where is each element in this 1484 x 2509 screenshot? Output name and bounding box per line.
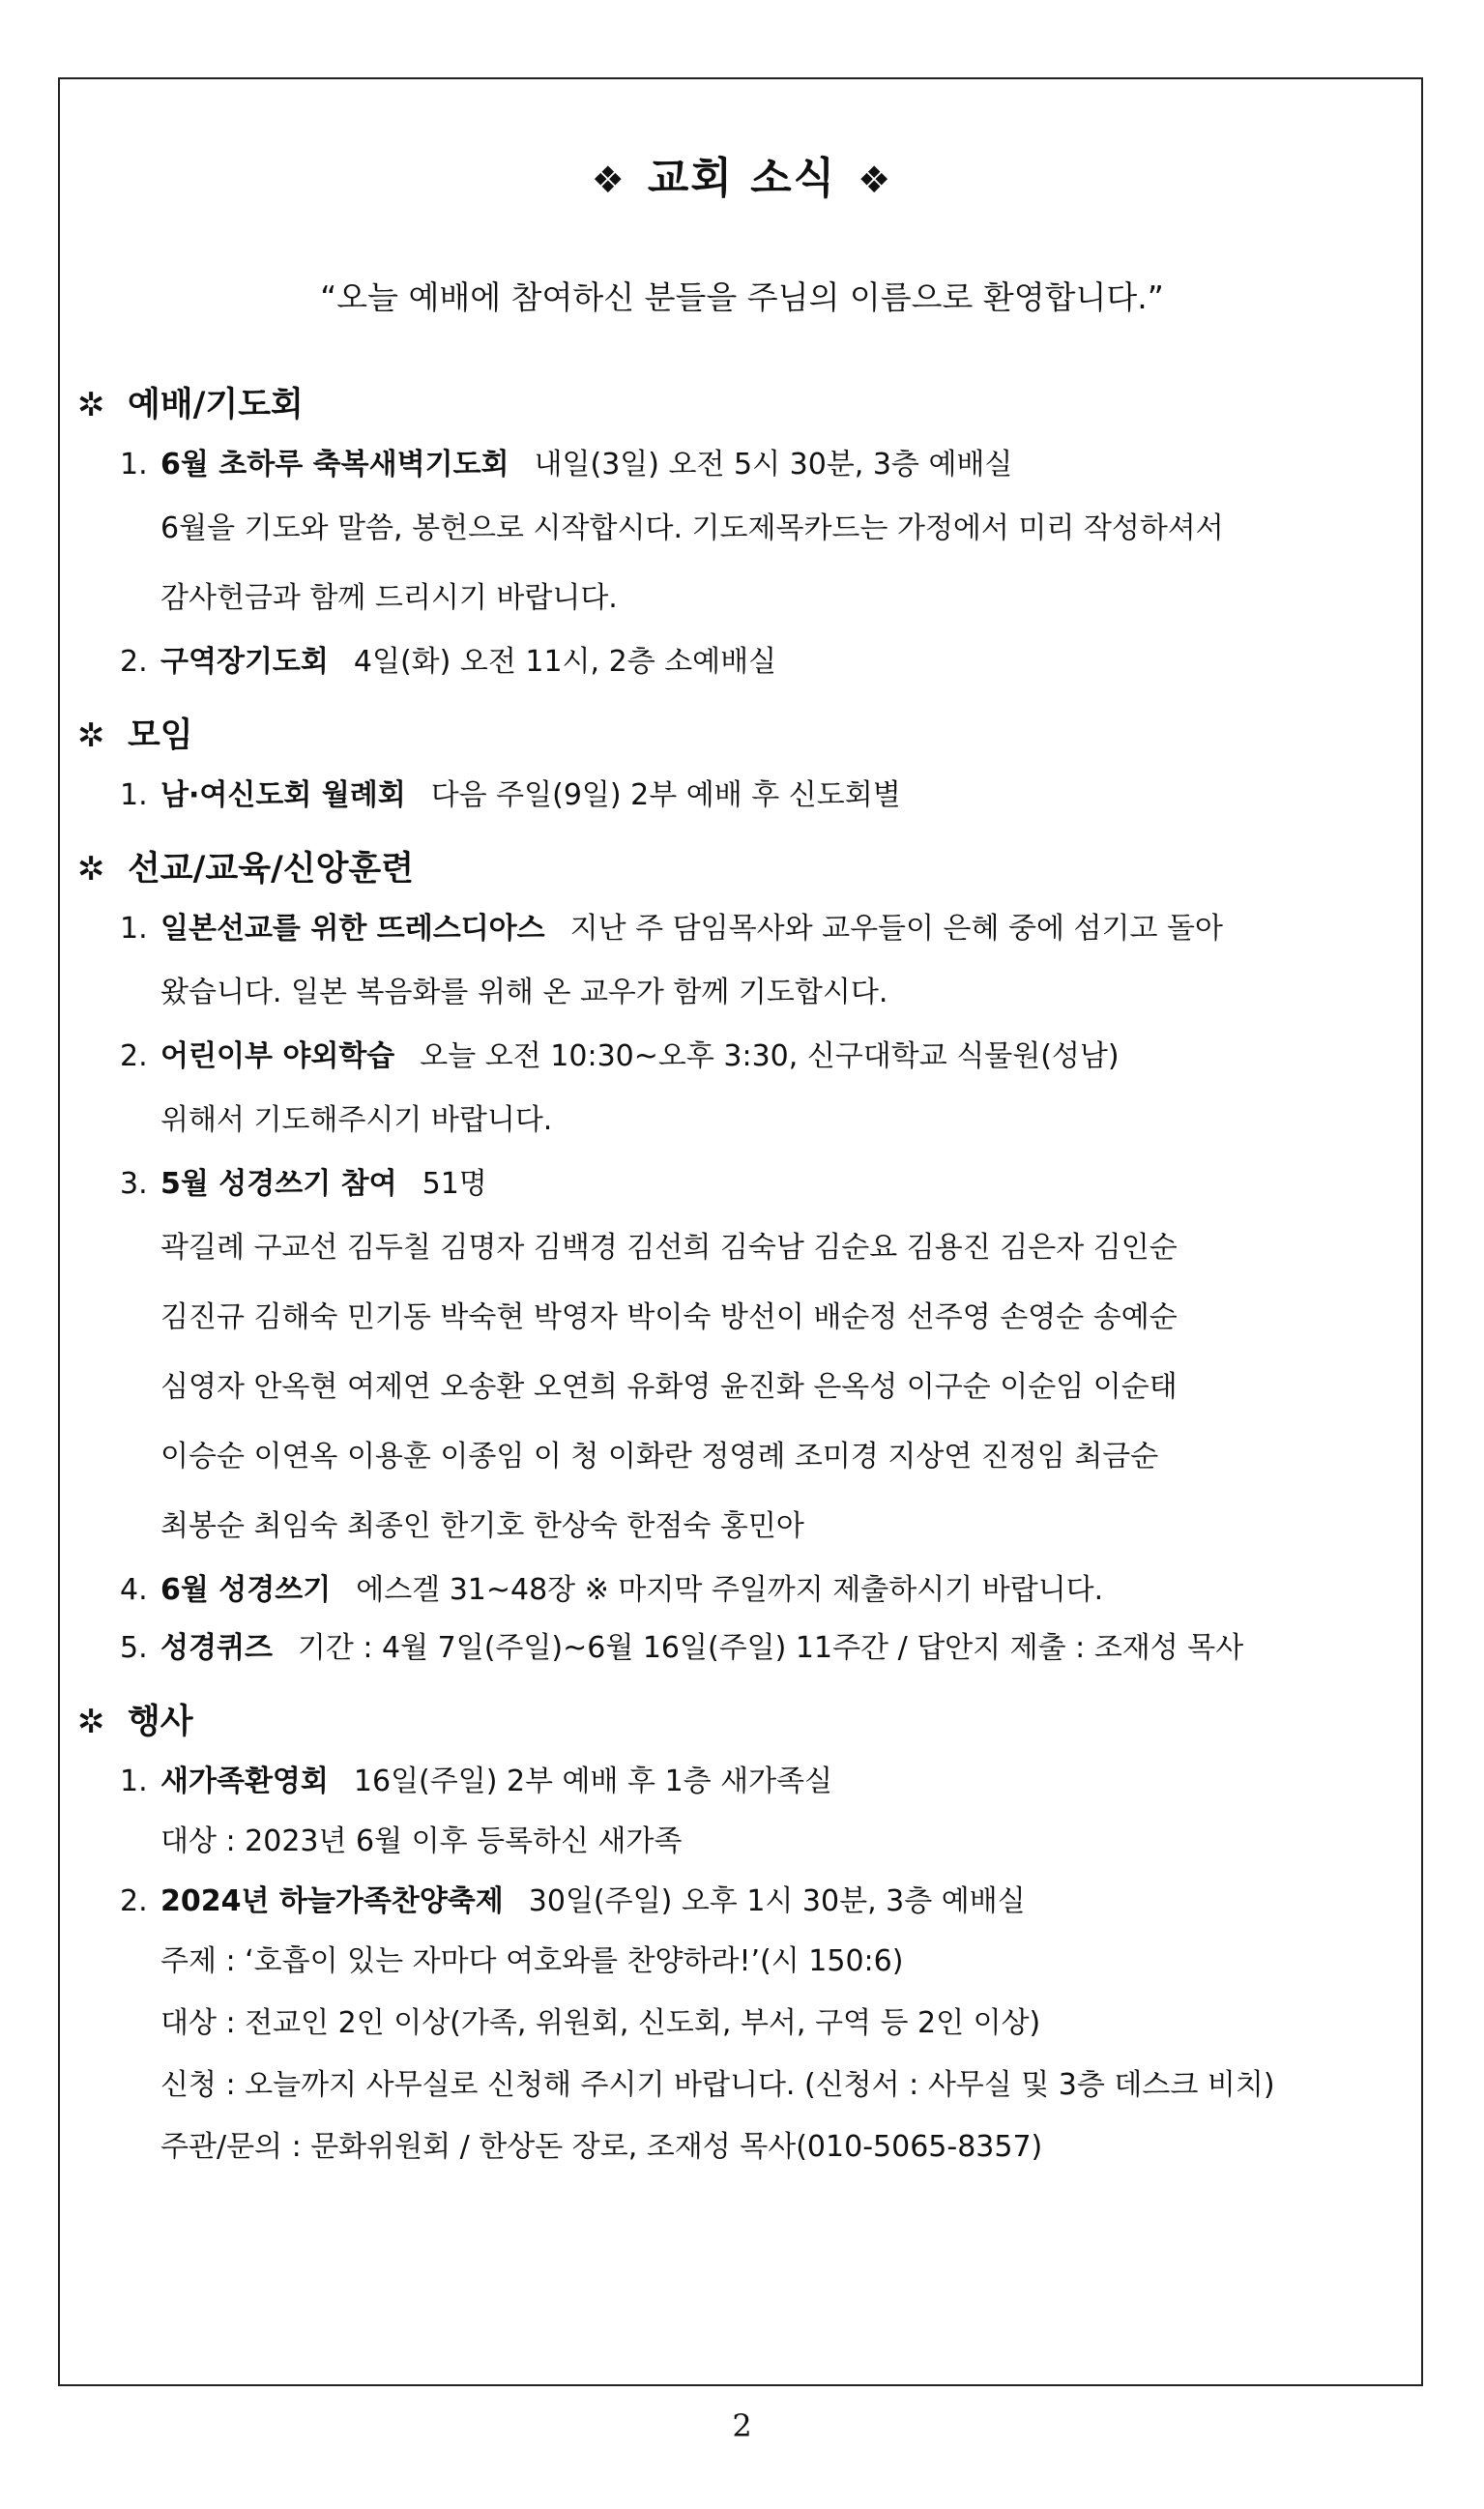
item-detail: 지난 주 담임목사와 교우들이 은혜 중에 섬기고 돌아 [569, 912, 1223, 946]
item-number: 2. [120, 645, 148, 679]
item-detail: 16일(주일) 2부 예배 후 1층 새가족실 [353, 1765, 833, 1798]
news-item [77, 1619, 1421, 1678]
item-number: 2. [120, 1884, 148, 1918]
asterisk-bullet-icon: ✲ [77, 386, 105, 424]
news-item [77, 1873, 1421, 1931]
section-title: 선교/교육/신앙훈련 [128, 850, 415, 889]
item-continuation-line: 6월을 기도와 말씀, 봉헌으로 시작합시다. 기도제목카드는 가정에서 미리 작성하셔서 [160, 511, 1224, 545]
news-item [77, 633, 1421, 691]
news-item [77, 436, 1421, 494]
item-detail: 내일(3일) 오전 5시 30분, 3층 예배실 [534, 448, 1013, 481]
item-continuation-line: 김진규 김해숙 민기동 박숙현 박영자 박이숙 방선이 배순정 선주영 손영순 송예순 [160, 1300, 1178, 1334]
item-detail: 오늘 오전 10:30~오후 3:30, 신구대학교 식물원(성남) [420, 1039, 1120, 1073]
section-heading [77, 382, 1421, 428]
asterisk-bullet-icon: ✲ [77, 1703, 105, 1741]
item-detail: 다음 주일(9일) 2부 예배 후 신도회별 [430, 778, 901, 812]
page-title-text: 교회 소식 [647, 154, 837, 203]
item-continuation-line: 주관/문의 : 문화위원회 / 한상돈 장로, 조재성 목사(010-5065-8357) [160, 2130, 1043, 2164]
asterisk-bullet-icon: ✲ [77, 716, 105, 755]
item-heading: 5월 성경쓰기 참여 [160, 1167, 397, 1201]
item-continuation-line: 이승순 이연옥 이용훈 이종임 이 청 이화란 정영례 조미경 지상연 진정임 최금순 [160, 1440, 1159, 1473]
item-number: 4. [120, 1573, 148, 1607]
news-item [77, 1155, 1421, 1213]
item-detail: 기간 : 4월 7일(주일)~6월 16일(주일) 11주간 / 답안지 제출 : 조재성 목사 [297, 1631, 1244, 1665]
item-number: 3. [120, 1167, 148, 1201]
item-number: 5. [120, 1631, 148, 1665]
item-heading: 새가족환영회 [160, 1765, 329, 1798]
section-title: 예배/기도회 [128, 386, 304, 424]
item-continuation-line: 왔습니다. 일본 복음화를 위해 온 교우가 함께 기도합시다. [160, 976, 888, 1009]
item-detail: 30일(주일) 오후 1시 30분, 3층 예배실 [528, 1884, 1026, 1918]
page-title [0, 143, 1484, 205]
item-number: 1. [120, 912, 148, 946]
asterisk-bullet-icon: ✲ [77, 850, 105, 889]
news-item [77, 1753, 1421, 1811]
news-content [77, 382, 1421, 2178]
section-heading [77, 846, 1421, 892]
welcome-message: “오늘 예배에 참여하신 분들을 주님의 이름으로 환영합니다.” [320, 278, 1164, 316]
item-heading: 6월 초하루 축복새벽기도회 [160, 448, 509, 481]
item-number: 1. [120, 1765, 148, 1798]
news-item [77, 767, 1421, 825]
item-number: 1. [120, 778, 148, 812]
item-heading: 구역장기도회 [160, 645, 329, 679]
item-continuation-line: 주제 : ‘호흡이 있는 자마다 여호와를 찬양하라!’(시 150:6) [160, 1944, 904, 1978]
section-heading [77, 713, 1421, 759]
item-heading: 남·여신도회 월례회 [160, 778, 406, 812]
news-item [77, 900, 1421, 958]
item-heading: 성경퀴즈 [160, 1631, 273, 1665]
item-continuation-line: 대상 : 전교인 2인 이상(가족, 위원회, 신도회, 부서, 구역 등 2인 이상) [160, 2006, 1041, 2040]
item-number: 2. [120, 1039, 148, 1073]
item-number: 1. [120, 448, 148, 481]
item-continuation-line: 위해서 기도해주시기 바랍니다. [160, 1103, 553, 1137]
item-continuation-line: 곽길례 구교선 김두칠 김명자 김백경 김선희 김숙남 김순요 김용진 김은자 김인순 [160, 1231, 1178, 1265]
item-continuation-line: 대상 : 2023년 6월 이후 등록하신 새가족 [160, 1824, 683, 1858]
news-item [77, 1028, 1421, 1086]
item-continuation-line: 심영자 안옥현 여제연 오송환 오연희 유화영 윤진화 은옥성 이구순 이순임 이순태 [160, 1370, 1178, 1404]
item-detail: 에스겔 31~48장 ※ 마지막 주일까지 제출하시기 바랍니다. [356, 1573, 1104, 1607]
diamond-ornament-icon: ❖ [858, 159, 893, 201]
item-continuation-line: 감사헌금과 함께 드리시기 바랍니다. [160, 581, 618, 615]
diamond-ornament-icon: ❖ [591, 159, 626, 201]
section-heading [77, 1699, 1421, 1745]
item-heading: 일본선교를 위한 뜨레스디아스 [160, 912, 545, 946]
item-heading: 6월 성경쓰기 [160, 1573, 332, 1607]
item-continuation-line: 최봉순 최임숙 최종인 한기호 한상숙 한점숙 홍민아 [160, 1509, 804, 1543]
item-heading: 어린이부 야외학습 [160, 1039, 395, 1073]
item-detail: 51명 [422, 1167, 487, 1201]
item-continuation-line: 신청 : 오늘까지 사무실로 신청해 주시기 바랍니다. (신청서 : 사무실 및 3층 데스크 비치) [160, 2068, 1275, 2102]
news-item [77, 1561, 1421, 1619]
page-number: 2 [732, 2407, 752, 2444]
item-detail: 4일(화) 오전 11시, 2층 소예배실 [353, 645, 777, 679]
item-heading: 2024년 하늘가족찬양축제 [160, 1884, 504, 1918]
section-title: 행사 [128, 1703, 193, 1741]
section-title: 모임 [128, 716, 193, 755]
